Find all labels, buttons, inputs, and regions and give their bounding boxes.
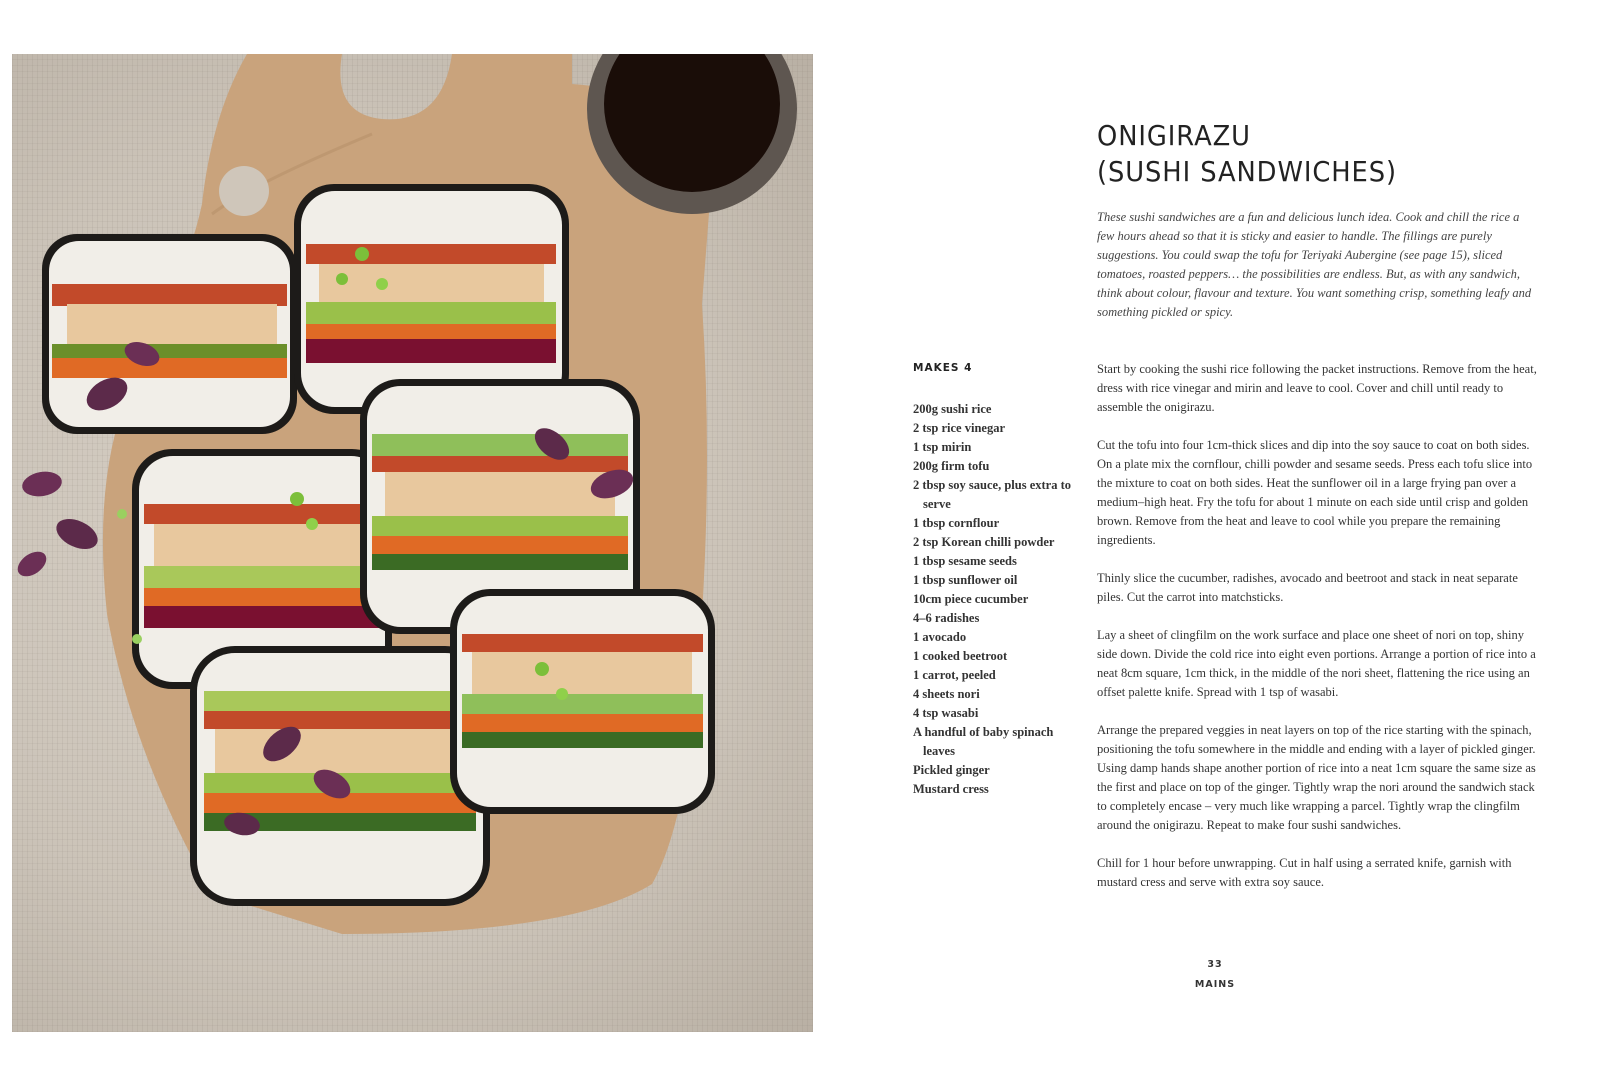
method-step: Cut the tofu into four 1cm-thick slices and dip into the soy sauce to coat on both sides. On a plate mix the cornflour, chilli powder and sesame seeds. Press each tofu slice into the mixture to coat on both sides. Heat the sunflower oil in a large frying pan over a medium–high heat. Fry the tofu for about 1 minute on each side until crisp and golden brown. Remove from the heat and leave to cool while you prepare the remaining ingredients. xyxy=(1097,438,1533,547)
ingredients-list xyxy=(913,400,1073,799)
section-name: MAINS xyxy=(1194,979,1236,990)
ingredient-item: 1 tbsp sesame seeds xyxy=(913,554,1017,568)
ingredient-item: Mustard cress xyxy=(913,782,989,796)
method-step: Start by cooking the sushi rice following the packet instructions. Remove from the heat, dress with rice vinegar and mirin and leave to cool. Cover and chill until ready to assemble the onigirazu. xyxy=(1097,362,1537,414)
board-hole xyxy=(219,166,269,216)
ingredient-item: 4–6 radishes xyxy=(913,611,980,625)
method-step: Chill for 1 hour before unwrapping. Cut in half using a serrated knife, garnish with mustard cress and serve with extra soy sauce. xyxy=(1097,856,1512,889)
method-step: Thinly slice the cucumber, radishes, avocado and beetroot and stack in neat separate piles. Cut the carrot into matchsticks. xyxy=(1097,571,1518,604)
ingredient-item: 200g firm tofu xyxy=(913,459,990,473)
sushi-sandwich-1 xyxy=(42,234,297,434)
makes-label: MAKES 4 xyxy=(913,362,973,374)
method-step: Arrange the prepared veggies in neat layers on top of the rice starting with the spinach, positioning the tofu somewhere in the middle and ending with a layer of pickled ginger. Using damp hands shape another portion of rice into a neat 1cm square the same size as the first and place on top of the ginger. Tightly wrap the nori around the sandwich stack to completely encase – very much like wrapping a parcel. Tightly wrap the clingfilm around the onigirazu. Repeat to make four sushi sandwiches. xyxy=(1097,723,1536,832)
ingredient-item: 1 tsp mirin xyxy=(913,440,972,454)
ingredient-item: 1 tbsp sunflower oil xyxy=(913,573,1018,587)
ingredient-item: 1 avocado xyxy=(913,630,967,644)
recipe-intro: These sushi sandwiches are a fun and delicious lunch idea. Cook and chill the rice a few hours ahead so that it is sticky and easier to handle. The fillings are purely suggestions. You could swap the tofu for Teriyaki Aubergine (see page 15), sliced tomatoes, roasted peppers… the possibilities are endless. But, as with any sandwich, think about colour, flavour and texture. You want something crisp, something leafy and something pickled or spicy. xyxy=(1097,210,1532,319)
method-step: Lay a sheet of clingfilm on the work surface and place one sheet of nori on top, shiny side down. Divide the cold rice into eight even portions. Arrange a portion of rice into a neat 8cm square, 1cm thick, in the middle of the nori sheet, flattening the rice using an offset palette knife. Spread with 1 tsp of wasabi. xyxy=(1097,628,1536,699)
ingredient-item: 4 tsp wasabi xyxy=(913,706,979,720)
ingredient-item: 2 tsp rice vinegar xyxy=(913,421,1005,435)
ingredient-item: 10cm piece cucumber xyxy=(913,592,1029,606)
ingredient-item: A handful of baby spinach leaves xyxy=(913,725,1054,758)
ingredient-item: 2 tsp Korean chilli powder xyxy=(913,535,1055,549)
page-number: 33 xyxy=(1207,959,1223,970)
ingredient-item: 1 cooked beetroot xyxy=(913,649,1008,663)
ingredient-item: 2 tbsp soy sauce, plus extra to serve xyxy=(913,478,1071,511)
ingredient-item: 1 carrot, peeled xyxy=(913,668,996,682)
recipe-title-line2: (SUSHI SANDWICHES) xyxy=(1097,155,1397,188)
recipe-photo xyxy=(12,54,813,1032)
ingredient-item: Pickled ginger xyxy=(913,763,990,777)
page-footer xyxy=(1180,955,1250,995)
recipe-title-line1: ONIGIRAZU xyxy=(1097,119,1251,152)
ingredient-item: 4 sheets nori xyxy=(913,687,980,701)
ingredient-item: 200g sushi rice xyxy=(913,402,992,416)
sushi-sandwich-6 xyxy=(450,589,715,814)
sushi-sandwich-illustration xyxy=(12,54,813,1032)
recipe-title xyxy=(1097,118,1397,190)
ingredient-item: 1 tbsp cornflour xyxy=(913,516,1000,530)
method-section xyxy=(1097,360,1537,911)
